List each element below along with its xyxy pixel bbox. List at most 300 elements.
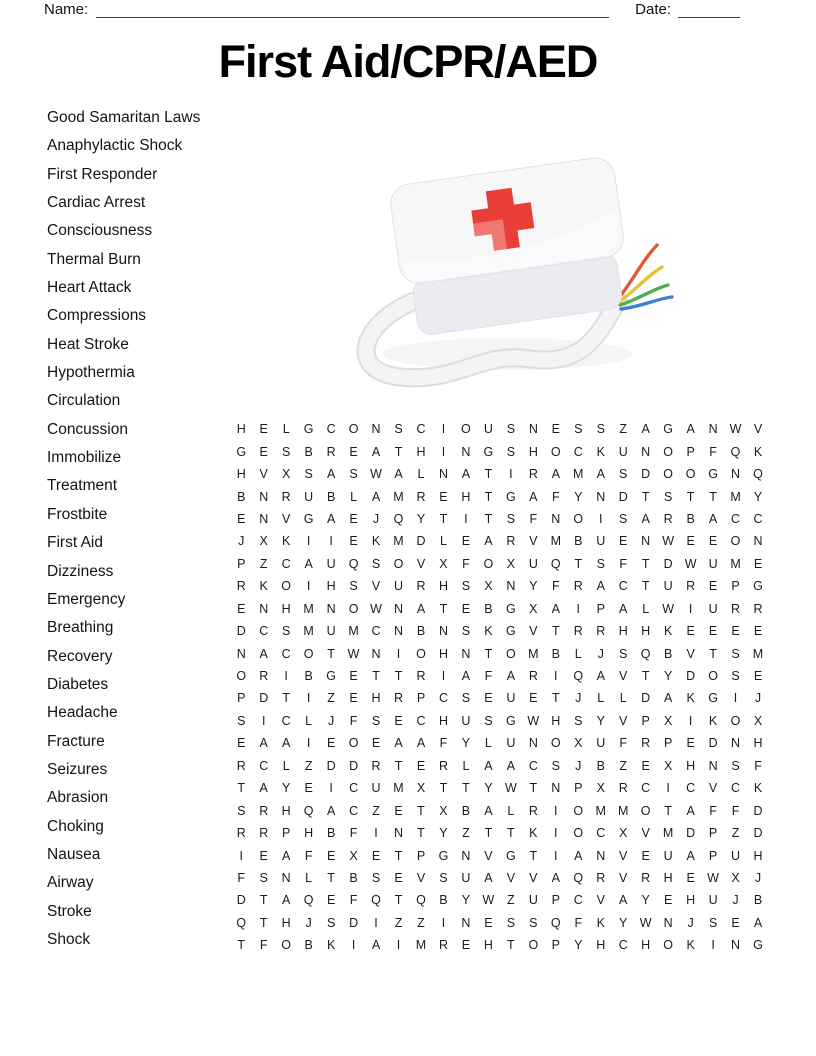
kit-box xyxy=(388,155,633,337)
grid-letter: R xyxy=(394,691,404,706)
grid-letter: V xyxy=(529,534,538,549)
grid-letter: C xyxy=(281,713,291,728)
grid-letter: O xyxy=(663,938,673,953)
grid-letter: C xyxy=(753,511,763,526)
grid-letter: X xyxy=(282,467,291,482)
word-item: Heart Attack xyxy=(47,279,132,297)
grid-letter: E xyxy=(551,422,560,437)
grid-letter: A xyxy=(619,601,628,616)
grid-letter: G xyxy=(505,713,516,728)
grid-letter: N xyxy=(551,781,561,796)
grid-letter: T xyxy=(484,467,493,482)
grid-letter: S xyxy=(282,444,291,459)
grid-letter: A xyxy=(529,489,538,504)
grid-letter: S xyxy=(237,803,246,818)
grid-letter: P xyxy=(663,736,673,751)
grid-letter: S xyxy=(461,579,471,594)
grid-letter: E xyxy=(326,736,336,751)
grid-letter: E xyxy=(259,422,268,437)
grid-letter: E xyxy=(371,848,381,863)
grid-letter: H xyxy=(438,713,448,728)
grid-letter: S xyxy=(506,444,516,459)
word-item: Dizziness xyxy=(47,562,114,580)
grid-letter: A xyxy=(326,803,336,818)
grid-letter: I xyxy=(306,691,311,706)
grid-letter: R xyxy=(259,803,269,818)
grid-letter: A xyxy=(596,669,605,684)
grid-letter: L xyxy=(507,803,515,818)
grid-letter: N xyxy=(281,870,291,885)
grid-letter: F xyxy=(619,556,628,571)
grid-letter: E xyxy=(686,534,695,549)
grid-letter: E xyxy=(731,624,740,639)
grid-letter: E xyxy=(753,669,763,684)
grid-letter: V xyxy=(619,713,628,728)
grid-letter: E xyxy=(394,803,403,818)
word-item: Diabetes xyxy=(47,675,109,693)
grid-letter: I xyxy=(441,444,446,459)
word-item: Abrasion xyxy=(47,789,109,807)
grid-letter: A xyxy=(551,601,560,616)
grid-letter: H xyxy=(551,713,561,728)
grid-letter: Y xyxy=(619,915,628,930)
grid-letter: J xyxy=(238,534,245,549)
grid-letter: N xyxy=(663,915,673,930)
grid-letter: B xyxy=(484,601,493,616)
grid-letter: V xyxy=(529,624,538,639)
grid-letter: R xyxy=(326,444,336,459)
grid-letter: O xyxy=(663,444,673,459)
grid-letter: F xyxy=(731,803,740,818)
grid-letter: Y xyxy=(574,489,583,504)
grid-letter: T xyxy=(709,489,717,504)
grid-letter: X xyxy=(574,736,583,751)
word-item: Nausea xyxy=(47,845,101,863)
grid-letter: T xyxy=(417,826,425,841)
grid-letter: R xyxy=(528,669,538,684)
grid-letter: E xyxy=(326,893,336,908)
grid-row xyxy=(230,777,769,799)
grid-letter: I xyxy=(554,826,558,841)
grid-letter: D xyxy=(349,915,359,930)
grid-letter: N xyxy=(461,646,471,661)
grid-letter: C xyxy=(528,758,538,773)
grid-letter: G xyxy=(483,444,494,459)
grid-letter: U xyxy=(483,422,493,437)
grid-letter: N xyxy=(731,736,741,751)
grid-letter: M xyxy=(303,624,314,639)
grid-letter: E xyxy=(349,691,358,706)
grid-letter: R xyxy=(596,870,606,885)
grid-letter: L xyxy=(305,870,313,885)
grid-letter: F xyxy=(462,556,470,571)
grid-row xyxy=(230,642,769,664)
grid-letter: S xyxy=(371,556,381,571)
grid-letter: P xyxy=(237,556,246,571)
grid-letter: C xyxy=(371,624,381,639)
grid-letter: W xyxy=(684,556,697,571)
grid-letter: C xyxy=(596,826,606,841)
grid-letter: F xyxy=(349,713,358,728)
grid-letter: S xyxy=(506,511,516,526)
grid-letter: G xyxy=(505,624,516,639)
grid-letter: Q xyxy=(550,915,561,930)
grid-letter: E xyxy=(641,848,650,863)
grid-letter: X xyxy=(349,848,358,863)
grid-letter: E xyxy=(461,601,471,616)
grid-letter: A xyxy=(596,579,605,594)
grid-letter: X xyxy=(753,713,763,728)
grid-letter: I xyxy=(711,938,715,953)
grid-letter: N xyxy=(551,511,561,526)
grid-letter: U xyxy=(708,556,718,571)
grid-letter: G xyxy=(505,489,516,504)
word-item: Cardiac Arrest xyxy=(47,194,146,212)
grid-letter: J xyxy=(575,758,582,773)
grid-letter: O xyxy=(730,713,741,728)
grid-letter: A xyxy=(574,848,583,863)
word-item: First Responder xyxy=(47,165,158,183)
grid-letter: E xyxy=(461,938,471,953)
grid-letter: J xyxy=(597,646,604,661)
grid-letter: B xyxy=(349,870,358,885)
grid-letter: Y xyxy=(574,938,583,953)
grid-letter: I xyxy=(441,669,446,684)
grid-letter: E xyxy=(237,511,246,526)
grid-letter: D xyxy=(686,669,696,684)
grid-letter: I xyxy=(554,848,558,863)
grid-letter: M xyxy=(730,556,741,571)
grid-letter: Z xyxy=(619,422,628,437)
grid-letter: I xyxy=(261,713,266,728)
grid-letter: I xyxy=(351,938,356,953)
grid-letter: A xyxy=(461,669,471,684)
grid-letter: R xyxy=(528,803,538,818)
grid-letter: N xyxy=(528,422,538,437)
grid-letter: Y xyxy=(753,489,763,504)
grid-letter: G xyxy=(505,848,516,863)
grid-letter: W xyxy=(527,713,540,728)
letter-grid xyxy=(230,418,769,957)
grid-letter: F xyxy=(709,444,717,459)
grid-letter: R xyxy=(281,489,291,504)
grid-letter: E xyxy=(529,691,538,706)
grid-letter: O xyxy=(550,736,561,751)
grid-letter: F xyxy=(349,826,358,841)
grid-letter: T xyxy=(686,489,695,504)
grid-letter: R xyxy=(259,826,269,841)
grid-letter: T xyxy=(394,848,403,863)
grid-letter: A xyxy=(394,736,403,751)
grid-letter: V xyxy=(416,556,426,571)
grid-letter: T xyxy=(439,781,448,796)
grid-letter: A xyxy=(551,467,560,482)
grid-letter: R xyxy=(573,579,583,594)
grid-letter: L xyxy=(305,713,313,728)
grid-letter: P xyxy=(708,848,718,863)
grid-letter: A xyxy=(753,915,763,930)
grid-letter: R xyxy=(506,534,516,549)
grid-letter: U xyxy=(663,579,673,594)
grid-letter: V xyxy=(282,511,291,526)
grid-letter: M xyxy=(595,803,606,818)
grid-letter: I xyxy=(733,691,738,706)
grid-letter: Y xyxy=(641,893,650,908)
grid-letter: V xyxy=(641,826,650,841)
grid-letter: S xyxy=(237,713,246,728)
grid-letter: S xyxy=(731,669,740,684)
date-label: Date: xyxy=(635,1,671,18)
grid-letter: R xyxy=(236,758,246,773)
grid-letter: I xyxy=(688,601,693,616)
grid-letter: M xyxy=(415,938,427,953)
grid-letter: T xyxy=(439,601,448,616)
grid-letter: A xyxy=(326,467,336,482)
grid-letter: Q xyxy=(550,556,561,571)
grid-letter: E xyxy=(237,601,246,616)
grid-letter: E xyxy=(708,624,718,639)
grid-letter: D xyxy=(753,826,763,841)
grid-letter: G xyxy=(505,601,516,616)
grid-letter: U xyxy=(461,870,471,885)
grid-letter: H xyxy=(416,444,426,459)
word-item: Good Samaritan Laws xyxy=(47,109,201,126)
grid-letter: P xyxy=(282,826,291,841)
grid-letter: M xyxy=(303,601,314,616)
grid-letter: T xyxy=(507,826,515,841)
grid-letter: Q xyxy=(573,870,584,885)
grid-letter: C xyxy=(618,938,628,953)
word-item: Treatment xyxy=(47,477,118,495)
grid-letter: Y xyxy=(461,893,471,908)
grid-letter: C xyxy=(618,579,628,594)
grid-letter: X xyxy=(439,803,448,818)
grid-letter: E xyxy=(304,781,313,796)
grid-letter: T xyxy=(417,803,425,818)
grid-letter: F xyxy=(439,736,448,751)
grid-letter: E xyxy=(663,893,673,908)
grid-letter: R xyxy=(416,579,426,594)
grid-letter: A xyxy=(416,736,426,751)
grid-letter: Q xyxy=(393,511,404,526)
grid-letter: K xyxy=(282,534,291,549)
grid-letter: S xyxy=(326,915,336,930)
grid-letter: O xyxy=(505,646,516,661)
grid-letter: H xyxy=(371,691,381,706)
grid-letter: E xyxy=(237,736,246,751)
grid-letter: E xyxy=(686,624,695,639)
grid-letter: E xyxy=(461,534,471,549)
grid-letter: A xyxy=(259,646,268,661)
grid-letter: U xyxy=(618,444,628,459)
grid-letter: Y xyxy=(596,713,605,728)
grid-letter: T xyxy=(664,803,672,818)
grid-letter: M xyxy=(528,646,539,661)
grid-letter: H xyxy=(281,803,291,818)
grid-letter: Q xyxy=(371,893,381,908)
grid-letter: A xyxy=(326,511,336,526)
grid-letter: G xyxy=(753,938,763,953)
grid-letter: S xyxy=(394,422,403,437)
grid-letter: S xyxy=(529,915,538,930)
grid-letter: E xyxy=(439,489,448,504)
grid-letter: A xyxy=(506,669,516,684)
grid-letter: U xyxy=(528,556,538,571)
grid-letter: C xyxy=(641,781,651,796)
grid-letter: E xyxy=(416,758,426,773)
grid-letter: T xyxy=(259,893,268,908)
grid-letter: M xyxy=(617,803,629,818)
grid-letter: I xyxy=(306,736,311,751)
grid-letter: S xyxy=(304,467,313,482)
grid-letter: T xyxy=(282,691,290,706)
grid-letter: F xyxy=(754,758,762,773)
grid-letter: K xyxy=(686,691,695,706)
grid-letter: S xyxy=(506,915,516,930)
grid-letter: I xyxy=(284,669,288,684)
grid-letter: T xyxy=(484,646,493,661)
grid-letter: Z xyxy=(259,556,268,571)
grid-letter: T xyxy=(507,938,515,953)
grid-letter: K xyxy=(596,444,605,459)
grid-letter: H xyxy=(663,870,673,885)
grid-letter: A xyxy=(663,691,673,706)
grid-letter: R xyxy=(416,489,426,504)
grid-letter: B xyxy=(326,826,336,841)
grid-letter: E xyxy=(619,534,628,549)
grid-row xyxy=(230,755,769,777)
grid-letter: P xyxy=(731,579,740,594)
grid-letter: S xyxy=(663,489,673,504)
grid-letter: D xyxy=(416,534,426,549)
grid-letter: Y xyxy=(461,736,471,751)
grid-letter: B xyxy=(663,646,673,661)
grid-letter: N xyxy=(528,736,538,751)
grid-letter: P xyxy=(708,826,718,841)
grid-letter: E xyxy=(753,624,763,639)
grid-letter: T xyxy=(529,848,538,863)
grid-letter: F xyxy=(304,848,313,863)
grid-letter: T xyxy=(641,579,650,594)
grid-letter: S xyxy=(259,870,268,885)
grid-letter: V xyxy=(259,467,268,482)
grid-letter: M xyxy=(393,781,404,796)
grid-letter: H xyxy=(461,489,471,504)
grid-letter: B xyxy=(574,534,583,549)
grid-letter: F xyxy=(551,579,560,594)
grid-letter: O xyxy=(685,467,696,482)
grid-letter: T xyxy=(439,511,448,526)
grid-letter: P xyxy=(596,601,605,616)
grid-letter: F xyxy=(349,893,358,908)
grid-letter: U xyxy=(506,736,516,751)
word-item: Choking xyxy=(47,817,104,835)
grid-letter: S xyxy=(574,422,583,437)
grid-letter: B xyxy=(551,646,560,661)
grid-letter: S xyxy=(731,758,740,773)
grid-letter: A xyxy=(686,422,695,437)
grid-letter: W xyxy=(729,422,742,437)
grid-letter: A xyxy=(416,601,426,616)
grid-letter: T xyxy=(394,758,403,773)
grid-letter: R xyxy=(596,624,606,639)
grid-letter: A xyxy=(619,893,628,908)
grid-letter: A xyxy=(371,938,381,953)
grid-letter: O xyxy=(281,579,292,594)
grid-letter: H xyxy=(438,646,448,661)
grid-letter: B xyxy=(461,803,471,818)
word-item: Immobilize xyxy=(47,449,122,467)
grid-letter: N xyxy=(641,534,651,549)
grid-letter: Q xyxy=(236,915,247,930)
grid-letter: L xyxy=(642,601,650,616)
grid-letter: R xyxy=(438,758,448,773)
grid-letter: X xyxy=(529,601,538,616)
grid-letter: T xyxy=(529,781,538,796)
word-item: Shock xyxy=(47,930,91,948)
grid-letter: F xyxy=(619,736,628,751)
word-item: Concussion xyxy=(47,420,128,438)
grid-letter: Y xyxy=(416,511,426,526)
grid-letter: P xyxy=(416,691,426,706)
grid-letter: H xyxy=(326,579,336,594)
grid-letter: R xyxy=(236,579,246,594)
grid-letter: S xyxy=(349,467,358,482)
grid-letter: H xyxy=(483,938,493,953)
grid-letter: I xyxy=(464,511,468,526)
grid-letter: B xyxy=(753,893,763,908)
grid-letter: X xyxy=(259,534,268,549)
grid-letter: R xyxy=(416,669,426,684)
grid-letter: H xyxy=(596,938,606,953)
grid-letter: N xyxy=(506,579,516,594)
grid-letter: H xyxy=(753,736,763,751)
grid-letter: N xyxy=(259,489,269,504)
grid-letter: Q xyxy=(730,444,741,459)
grid-letter: Z xyxy=(372,803,380,818)
grid-letter: D xyxy=(236,893,246,908)
grid-letter: L xyxy=(619,691,627,706)
grid-letter: W xyxy=(370,601,382,616)
grid-letter: G xyxy=(303,422,314,437)
grid-letter: S xyxy=(708,915,718,930)
grid-letter: L xyxy=(282,422,290,437)
grid-row xyxy=(230,799,769,821)
page-title: First Aid/CPR/AED xyxy=(218,36,598,87)
grid-letter: E xyxy=(484,915,493,930)
grid-letter: O xyxy=(348,422,359,437)
grid-letter: B xyxy=(237,489,246,504)
grid-letter: E xyxy=(394,870,403,885)
grid-letter: A xyxy=(304,556,313,571)
word-item: First Aid xyxy=(47,534,103,552)
grid-letter: A xyxy=(641,422,650,437)
grid-letter: R xyxy=(663,511,673,526)
grid-letter: N xyxy=(461,848,471,863)
grid-letter: O xyxy=(348,601,359,616)
grid-letter: H xyxy=(304,826,314,841)
grid-letter: N xyxy=(708,422,718,437)
grid-letter: N xyxy=(753,534,763,549)
grid-letter: W xyxy=(504,781,517,796)
grid-letter: R xyxy=(259,669,269,684)
name-label: Name: xyxy=(44,1,89,18)
grid-letter: X xyxy=(484,579,493,594)
grid-letter: M xyxy=(573,467,584,482)
grid-letter: E xyxy=(753,556,763,571)
grid-letter: E xyxy=(708,534,718,549)
grid-letter: A xyxy=(259,781,268,796)
